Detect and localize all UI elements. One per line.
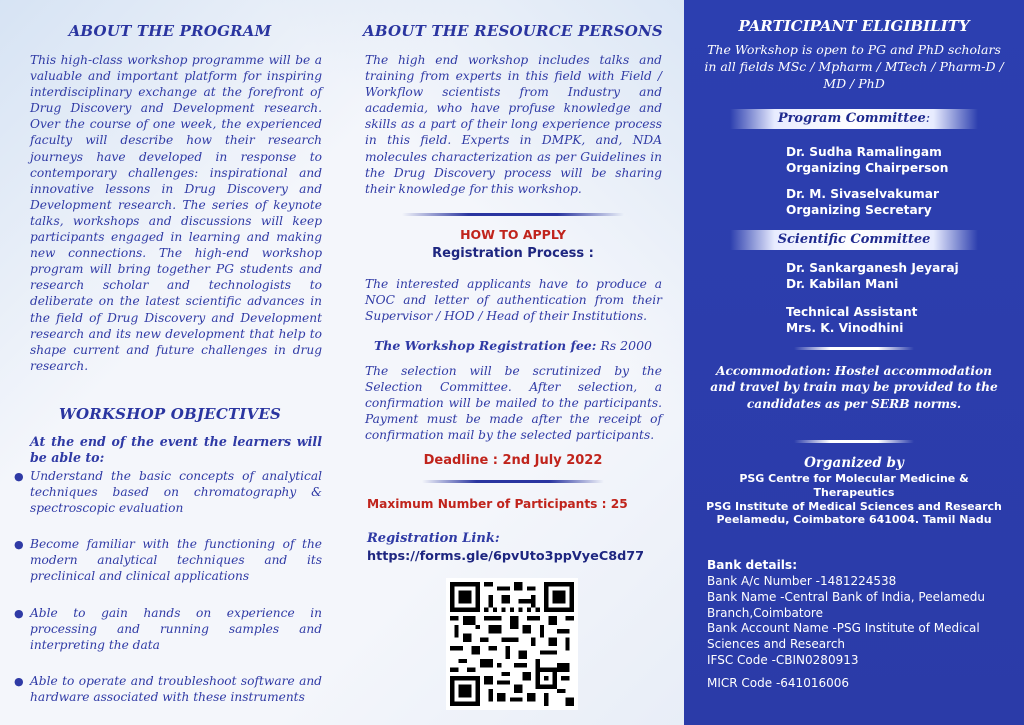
eligibility-text: The Workshop is open to PG and PhD scholars in all fields MSc / Mpharm / MTech / Pharm-D / MD / PhD — [704, 42, 1004, 91]
micr-code: MICR Code -641016006 — [707, 676, 850, 690]
organizer-line: Peelamedu, Coimbatore 641004. Tamil Nadu — [716, 513, 992, 527]
technical-assistant-label: Technical Assistant — [786, 305, 918, 319]
qr-code-icon[interactable] — [446, 578, 578, 710]
bank-details — [707, 574, 1007, 669]
eligibility-title: PARTICIPANT ELIGIBILITY — [738, 17, 970, 35]
objective-item — [14, 536, 322, 584]
technical-assistant-name: Mrs. K. Vinodhini — [786, 321, 904, 335]
column-about-program — [14, 0, 322, 725]
fee-value: Rs 2000 — [600, 338, 652, 353]
program-committee-title: Program Committee — [777, 111, 926, 126]
member-role: Organizing Secretary — [786, 203, 932, 217]
objectives-title: WORKSHOP OBJECTIVES — [58, 405, 282, 423]
organized-by-title: Organized by — [804, 455, 904, 471]
objective-item — [14, 468, 322, 516]
committee-member — [786, 260, 959, 292]
bank-line: Bank Name -Central Bank of India, Peelamedu Branch,Coimbatore — [707, 589, 985, 620]
registration-link[interactable]: https://forms.gle/6pvUto3ppVyeC8d77 — [367, 549, 645, 564]
objective-text: Able to operate and troubleshoot software and hardware associated with these instruments — [30, 673, 322, 704]
about-program-title: ABOUT THE PROGRAM — [68, 22, 272, 40]
label-colon: : — [925, 111, 931, 126]
max-participants: Maximum Number of Participants : 25 — [367, 497, 628, 511]
bullet-icon: ● — [14, 538, 24, 552]
bank-line: Bank Account Name -PSG Institute of Medical Sciences and Research — [707, 621, 980, 652]
organizer-details — [704, 472, 1004, 527]
bank-line: IFSC Code -CBIN0280913 — [707, 652, 859, 667]
program-committee-label — [730, 109, 978, 129]
bullet-icon: ● — [14, 606, 24, 620]
organizer-line: PSG Centre for Molecular Medicine & Therapeutics — [739, 472, 969, 499]
committee-member — [786, 186, 939, 218]
member-name: Dr. Kabilan Mani — [786, 277, 899, 291]
how-to-apply-title: HOW TO APPLY — [460, 227, 566, 242]
section-divider — [422, 480, 604, 483]
registration-process-title: Registration Process : — [432, 246, 594, 261]
objective-item — [14, 673, 322, 705]
resource-persons-title: ABOUT THE RESOURCE PERSONS — [363, 22, 663, 40]
objective-item — [14, 605, 322, 653]
member-role: Organizing Chairperson — [786, 161, 949, 175]
objective-text: Become familiar with the functioning of the modern analytical techniques and its preclinical and clinical applications — [30, 537, 322, 584]
objectives-intro: At the end of the event the learners will be able to: — [30, 434, 322, 466]
deadline: Deadline : 2nd July 2022 — [423, 453, 603, 468]
objectives-list — [14, 468, 322, 725]
technical-assistant — [786, 304, 918, 336]
resource-persons-text: The high end workshop includes talks and training from experts in this field with Field / Workflow scientists from Industry and academia, who have profuse knowledge and skills as a part of their long experience process in this field. Experts in DMPK, and, NDA molecules characterization as per Guidelines in the Drug Discovery process will be sharing their knowledge for this workshop. — [365, 53, 662, 196]
registration-link-label: Registration Link: — [367, 531, 500, 546]
member-name: Dr. M. Sivaselvakumar — [786, 187, 939, 201]
selection-text: The selection will be scrutinized by the Selection Committee. After selection, a confirmation will be mailed to the participants. Payment must be made after the receipt of confirmation mail by the selected participants. — [365, 364, 662, 443]
fee-label: The Workshop Registration fee: — [374, 338, 597, 353]
section-divider — [794, 347, 914, 350]
bullet-icon: ● — [14, 470, 24, 483]
column-resource-persons — [362, 0, 664, 725]
bank-line: Bank A/c Number -1481224538 — [707, 574, 897, 588]
member-name: Dr. Sankarganesh Jeyaraj — [786, 261, 959, 275]
about-program-text: This high-class workshop programme will be a valuable and important platform for inspiring interdisciplinary exchange at the forefront of Drug Discovery and Development research. Over the course of one week, the experienced faculty will describe how their research journeys have developed in response to contemporary challenges: inspirational and innovative lessons in Drug Discovery and Development research. The series of keynote talks, workshops and discussions will keep participants engaged in learning and making new connections. The high-end workshop program will bring together PG students and research scholar and technologists to deliberate on the latest scientific advances in the field of Drug Discovery and Development research and its new development that help to shape current and future challenges in drug research. — [30, 53, 322, 373]
section-divider — [794, 440, 914, 443]
registration-fee — [362, 338, 664, 353]
accommodation-note: Accommodation: Hostel accommodation and travel by train may be provided to the candidates as per SERB norms. — [710, 364, 998, 411]
objective-text: Understand the basic concepts of analytical techniques based on chromatography & spectroscopic evaluation — [30, 469, 322, 516]
bullet-icon: ● — [14, 674, 24, 688]
apply-instructions: The interested applicants have to produce a NOC and letter of authentication from their Supervisor / HOD / Head of their Institutions. — [365, 277, 662, 324]
bank-details-title: Bank details: — [707, 558, 798, 572]
objective-text: Able to gain hands on experience in processing and running samples and interpreting the data — [30, 605, 322, 652]
member-name: Dr. Sudha Ramalingam — [786, 145, 942, 159]
committee-member — [786, 144, 948, 176]
scientific-committee-label: Scientific Committee — [730, 230, 978, 250]
section-divider — [402, 213, 624, 216]
organizer-line: PSG Institute of Medical Sciences and Research — [706, 499, 1002, 513]
column-eligibility-panel — [684, 0, 1024, 725]
